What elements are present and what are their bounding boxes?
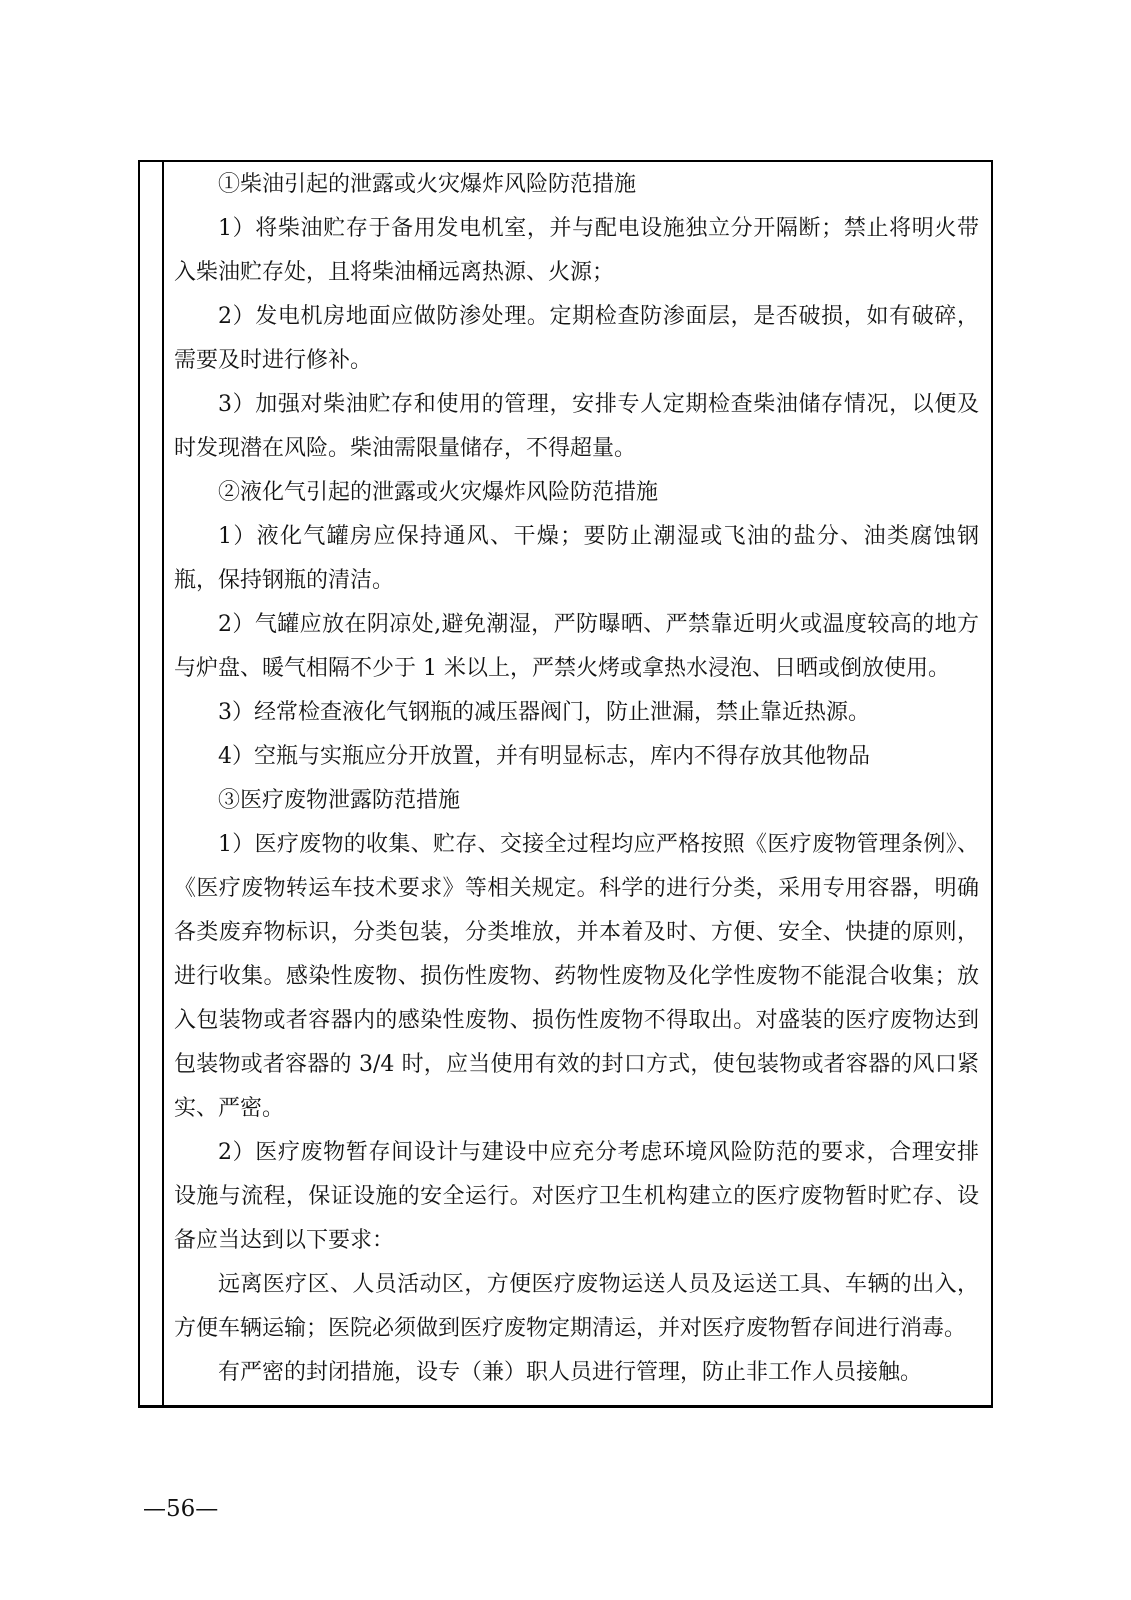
paragraph: 1）液化气罐房应保持通风、干燥；要防止潮湿或飞油的盐分、油类腐蚀钢瓶，保持钢瓶的清洁。: [174, 524, 979, 593]
paragraph: ③医疗废物泄露防范措施: [218, 788, 461, 813]
page-number: —56—: [143, 1496, 219, 1522]
paragraph: 4）空瓶与实瓶应分开放置，并有明显标志，库内不得存放其他物品: [218, 744, 870, 769]
paragraph: 有严密的封闭措施，设专（兼）职人员进行管理，防止非工作人员接触。: [218, 1360, 923, 1385]
paragraph: ②液化气引起的泄露或火灾爆炸风险防范措施: [218, 480, 659, 505]
paragraph: 远离医疗区、人员活动区，方便医疗废物运送人员及运送工具、车辆的出入，方便车辆运输；医院必须做到医疗废物定期清运，并对医疗废物暂存间进行消毒。: [174, 1272, 979, 1341]
paragraph: 3）加强对柴油贮存和使用的管理，安排专人定期检查柴油储存情况，以便及时发现潜在风险。柴油需限量储存，不得超量。: [174, 392, 979, 461]
paragraph: 2）发电机房地面应做防渗处理。定期检查防渗面层，是否破损，如有破碎，需要及时进行修补。: [174, 304, 979, 373]
paragraph: 2）气罐应放在阴凉处,避免潮湿，严防曝晒、严禁靠近明火或温度较高的地方与炉盘、暖气相隔不少于 1 米以上，严禁火烤或拿热水浸泡、日晒或倒放使用。: [174, 612, 979, 681]
table-text-cell: [164, 162, 991, 1405]
paragraph: 2）医疗废物暂存间设计与建设中应充分考虑环境风险防范的要求，合理安排设施与流程，保证设施的安全运行。对医疗卫生机构建立的医疗废物暂时贮存、设备应当达到以下要求：: [174, 1140, 979, 1253]
paragraph: 3）经常检查液化气钢瓶的减压器阀门，防止泄漏，禁止靠近热源。: [218, 700, 870, 725]
paragraph: 1）将柴油贮存于备用发电机室，并与配电设施独立分开隔断；禁止将明火带入柴油贮存处，且将柴油桶远离热源、火源；: [174, 216, 979, 285]
table-left-gutter-cell: [140, 162, 164, 1405]
content-table: [138, 160, 993, 1408]
paragraph: ①柴油引起的泄露或火灾爆炸风险防范措施: [218, 172, 637, 197]
paragraph: 1）医疗废物的收集、贮存、交接全过程均应严格按照《医疗废物管理条例》、《医疗废物转运车技术要求》等相关规定。科学的进行分类，采用专用容器，明确各类废弃物标识，分类包装，分类堆放，并本着及时、方便、安全、快捷的原则，进行收集。感染性废物、损伤性废物、药物性废物及化学性废物不能混合收集；放入包装物或者容器内的感染性废物、损伤性废物不得取出。对盛装的医疗废物达到包装物或者容器的 3/4 时，应当使用有效的封口方式，使包装物或者容器的风口紧实、严密。: [174, 832, 979, 1121]
